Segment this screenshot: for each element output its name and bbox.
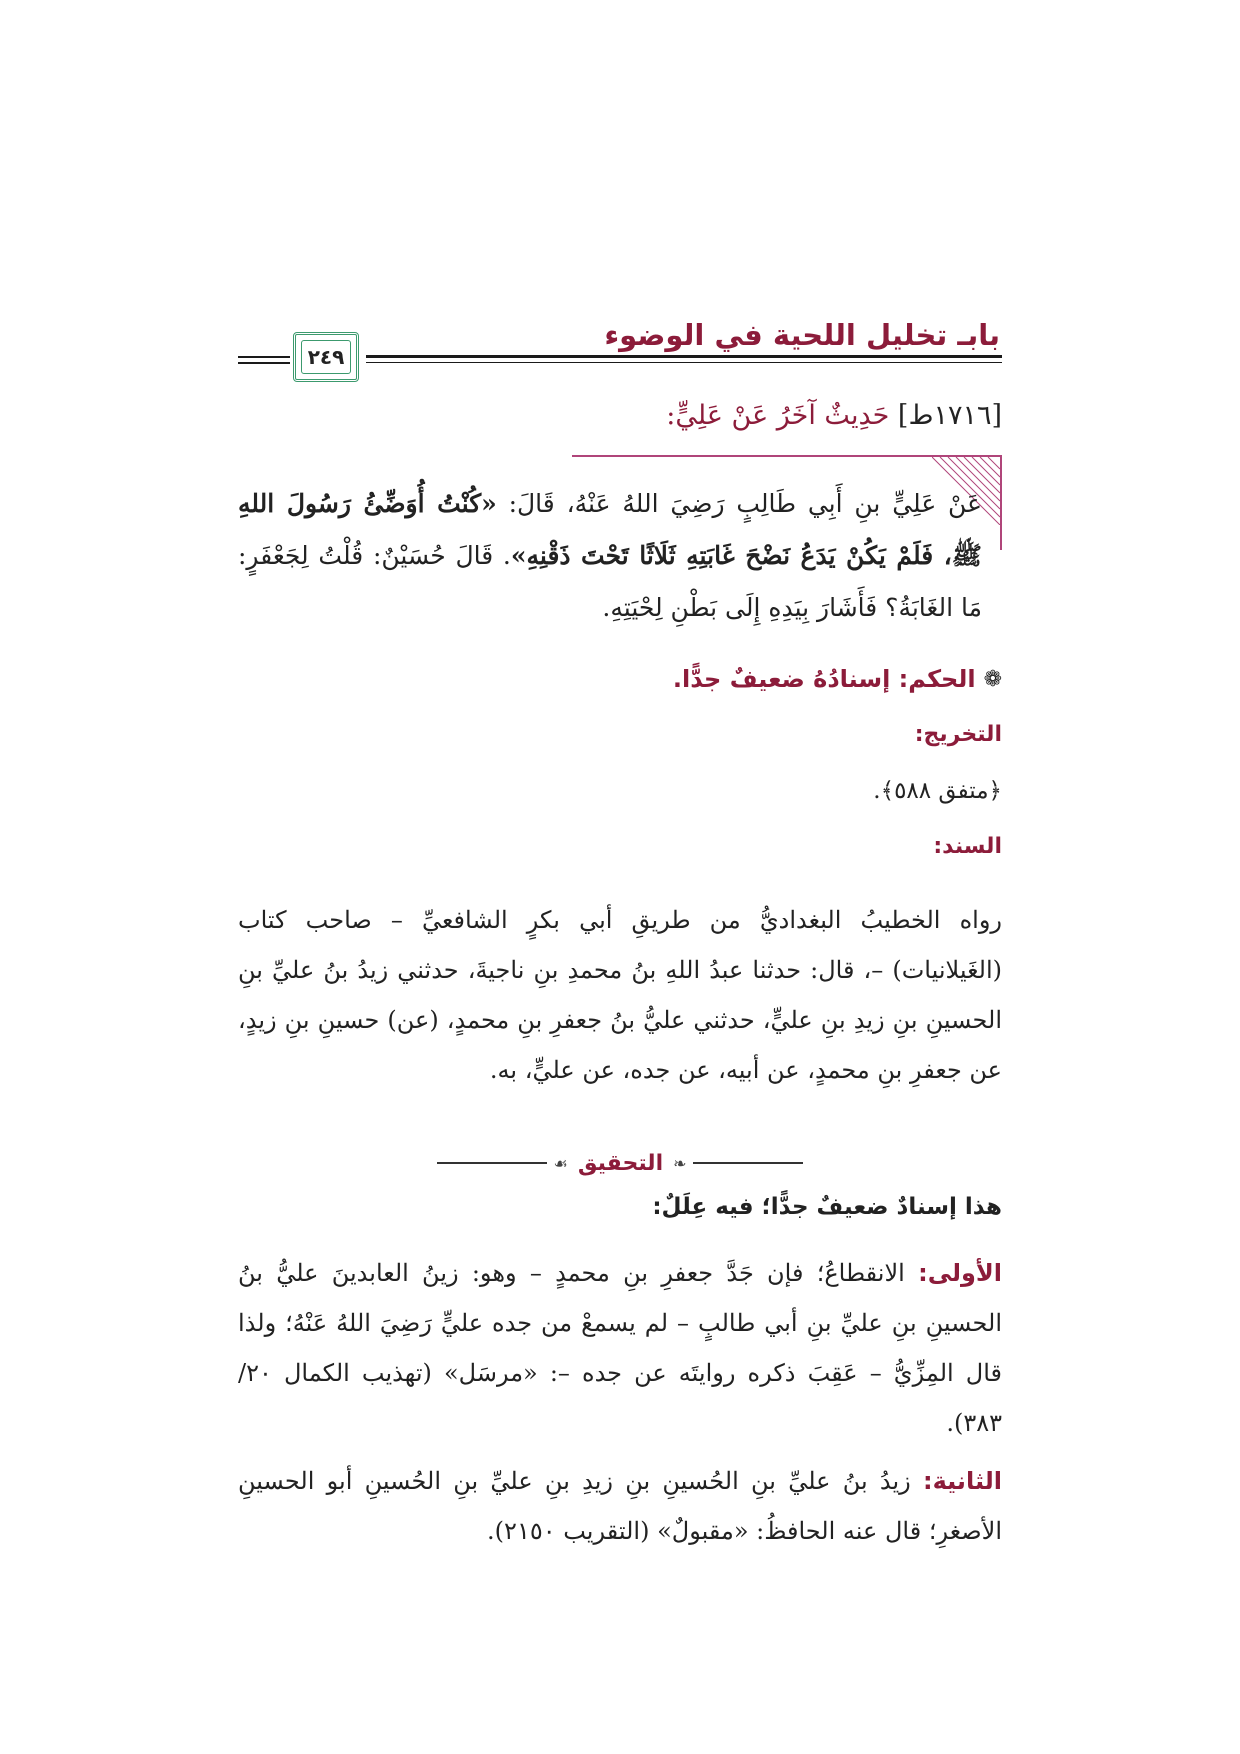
header-rule-thick-right bbox=[366, 355, 1002, 358]
second-lead: الثانية: bbox=[922, 1467, 1002, 1495]
page-number-badge bbox=[293, 332, 359, 382]
sanad-text: رواه الخطيبُ البغداديُّ من طريقِ أبي بكرٍ الشافعيِّ – صاحب كتاب (الغَيلانيات) –، قال: حدثنا عبدُ اللهِ بنُ محمدِ بنِ ناجيةَ، حدثني زيدُ بنُ عليِّ بنِ الحسينِ بنِ زيدِ بنِ عليٍّ، حدثني عليُّ بنُ جعفرِ بنِ محمدٍ، (عن) حسينِ بنِ زيدٍ، عن جعفرِ بنِ محمدٍ، عن أبيه، عن جده، عن عليٍّ، به. bbox=[238, 906, 1002, 1084]
analysis-heading: هذا إسنادٌ ضعيفٌ جدًّا؛ فيه عِلَلٌ: bbox=[652, 1194, 1002, 1220]
ruling-text: الحكم: إسنادُهُ ضعيفٌ جدًّا. bbox=[672, 665, 976, 693]
takhrij-text: ﴿متفق ٥٨٨﴾. bbox=[873, 778, 1002, 804]
flower-ornament-icon: ❁ bbox=[983, 666, 1002, 692]
hadith-text bbox=[238, 478, 982, 634]
takhrij-heading: التخريج: bbox=[914, 722, 1002, 747]
sanad-heading: السند: bbox=[933, 834, 1002, 859]
header-rule-thin-right bbox=[366, 362, 1002, 363]
section-number: [١٧١٦ط] bbox=[897, 400, 1002, 431]
hadith-quote: «كُنْتُ أُوَضِّئُ رَسُولَ اللهِ ﷺ، فَلَمْ يَكُنْ يَدَعُ نَضْحَ غَابَتِهِ ثَلَاثًا تَحْتَ ذَقْنِهِ» bbox=[238, 489, 982, 570]
second-text: زيدُ بنُ عليِّ بنِ الحُسينِ بنِ زيدِ بنِ عليِّ بنِ الحُسينِ أبو الحسينِ الأصغرِ؛ قال عنه الحافظُ: «مقبولٌ» (التقريب ٢١٥٠). bbox=[238, 1467, 1002, 1545]
analysis-second bbox=[238, 1456, 1002, 1556]
header-rule-left-2 bbox=[238, 362, 290, 364]
divider-ornament-right: ❧ bbox=[673, 1153, 687, 1173]
chapter-title: بابـ تخليل اللحية في الوضوء bbox=[604, 318, 1000, 352]
page-number: ٢٤٩ bbox=[301, 340, 351, 374]
section-title bbox=[666, 400, 1002, 431]
first-lead: الأولى: bbox=[918, 1259, 1002, 1287]
hadith-intro: عَنْ عَلِيٍّ بنِ أَبِي طَالِبٍ رَضِيَ اللهُ عَنْهُ، قَالَ: bbox=[496, 489, 982, 518]
section-title-text: حَدِيثٌ آخَرُ عَنْ عَلِيٍّ: bbox=[666, 400, 890, 431]
hadith-rest: . قَالَ حُسَيْنٌ: قُلْتُ لِجَعْفَرٍ: مَا الغَابَةُ؟ فَأَشَارَ بِيَدِهِ إِلَى بَطْنِ لِحْيَتِهِ. bbox=[238, 541, 982, 622]
divider-label: التحقيق bbox=[577, 1150, 664, 1176]
first-text: الانقطاعُ؛ فإن جَدَّ جعفرِ بنِ محمدٍ – وهو: زينُ العابدينَ عليُّ بنُ الحسينِ بنِ عليِّ بنِ أبي طالبٍ – لم يسمعْ من جده عليٍّ رَضِيَ اللهُ عَنْهُ؛ ولذا قال المِزِّيُّ – عَقِبَ ذكره روايتَه عن جده –: «مرسَل» (تهذيب الكمال ٢٠/ ٣٨٣). bbox=[238, 1259, 1002, 1437]
header-rule-left bbox=[238, 356, 290, 358]
divider-ornament-left: ☙ bbox=[553, 1153, 568, 1173]
analysis-first bbox=[238, 1248, 1002, 1448]
divider-line-right bbox=[693, 1162, 803, 1164]
divider-line-left bbox=[437, 1162, 547, 1164]
tahqiq-divider bbox=[238, 1146, 1002, 1180]
ruling bbox=[673, 665, 1002, 693]
